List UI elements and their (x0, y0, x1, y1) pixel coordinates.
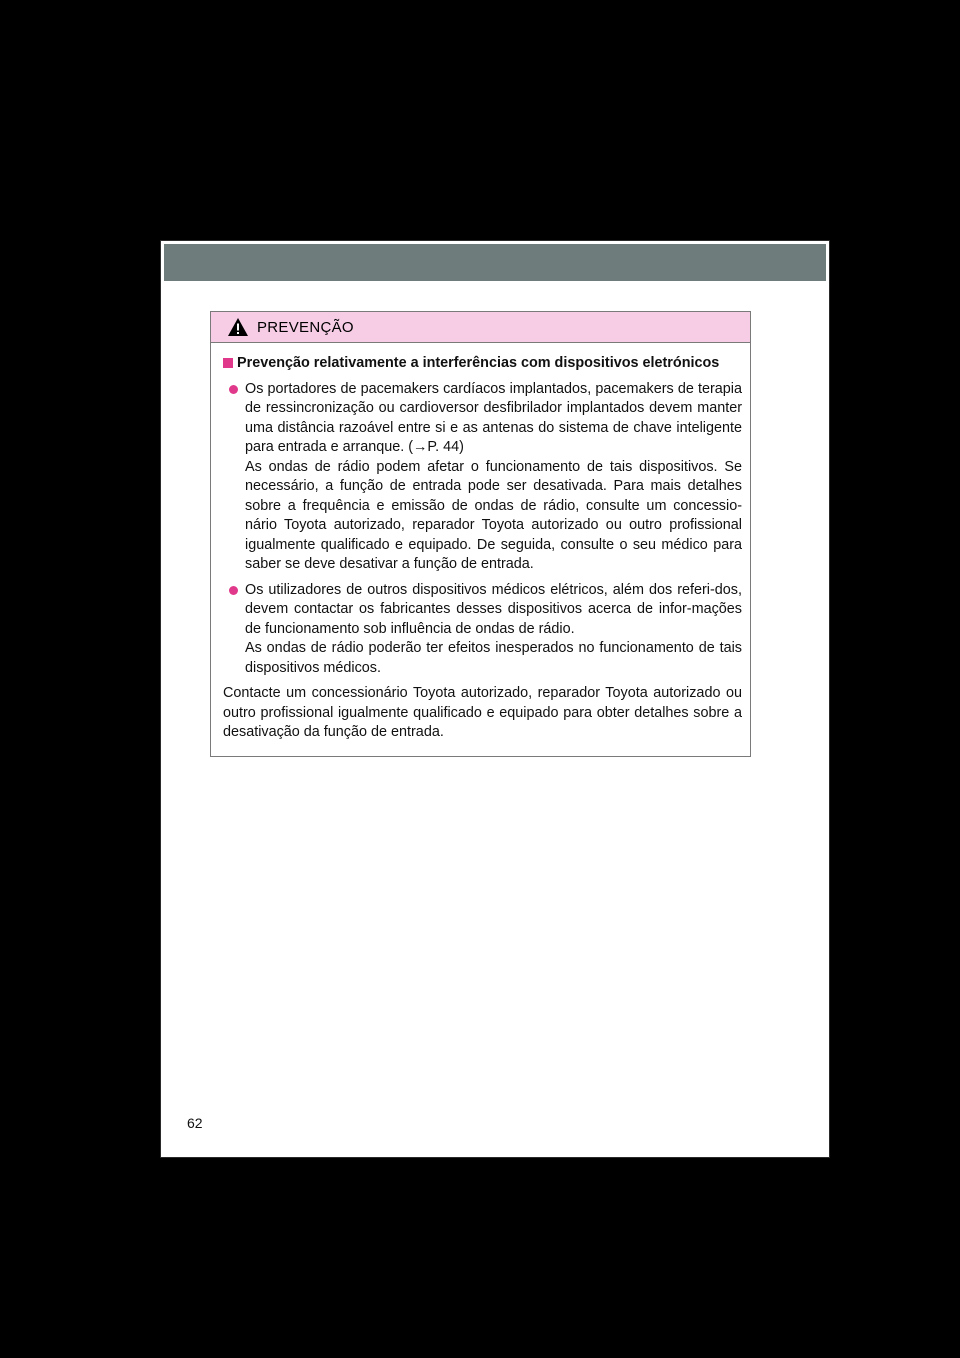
warning-title: PREVENÇÃO (257, 318, 354, 336)
warning-header (211, 312, 750, 343)
closing-paragraph: Contacte um concessionário Toyota autorizado, reparador Toyota autorizado ou outro profissional igualmente qualificado e equipado para obter detalhes sobre a desativação da função de entrada. (223, 685, 742, 740)
header-band (164, 244, 826, 281)
warning-subheading (223, 354, 742, 374)
round-bullet-icon (229, 586, 238, 595)
paragraph: As ondas de rádio podem afetar o funcionamento de tais dispositivos. Se necessário, a função de entrada pode ser desativada. Para mais detalhes sobre a frequência e emissão de ondas de rádio, consulte um concessio-nário Toyota autorizado, reparador Toyota autorizado ou outro profissional igualmente qualificado e equipado. De seguida, consulte o seu médico para saber se deve desativar a função de entrada. (245, 458, 742, 572)
round-bullet-icon (229, 385, 238, 394)
list-item-text (245, 380, 742, 575)
list-item (229, 380, 742, 575)
subheading-text: Prevenção relativamente a interferências com dispositivos eletrónicos (237, 355, 720, 371)
square-bullet-icon (223, 358, 233, 368)
list-item-text (245, 581, 742, 679)
warning-box (210, 311, 751, 757)
paragraph: Os utilizadores de outros dispositivos médicos elétricos, além dos referi-dos, devem contactar os fabricantes desses dispositivos acerca de infor-mações de funcionamento sob influência de ondas de rádio. (245, 581, 742, 637)
paragraph: Os portadores de pacemakers cardíacos implantados, pacemakers de terapia de ressincronização ou cardioversor desfibrilador implantados devem manter uma distância razoável entre si e as antenas do sistema de chave inteligente para entrada e arranque. (→P. 44) (245, 380, 742, 455)
page-number: 62 (187, 1115, 203, 1131)
list-item (229, 581, 742, 679)
paragraph: As ondas de rádio poderão ter efeitos inesperados no funcionamento de tais dispositivos médicos. (245, 640, 742, 676)
warning-body (211, 343, 750, 743)
warning-triangle-icon (227, 317, 249, 337)
manual-page (160, 240, 830, 1158)
